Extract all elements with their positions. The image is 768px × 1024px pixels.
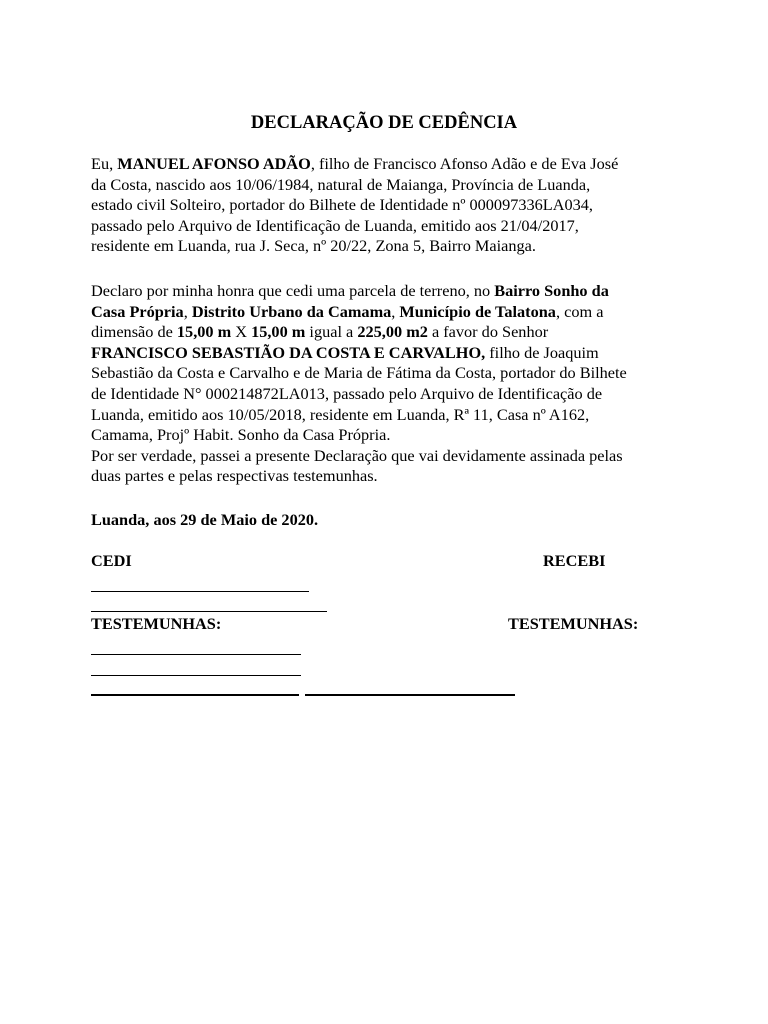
witness-signature-line-1 xyxy=(91,654,301,655)
beneficiary-name: FRANCISCO SEBASTIÃO DA COSTA E CARVALHO, xyxy=(91,342,486,362)
text-fragment: dimensão de xyxy=(91,322,177,342)
witness-signature-line-2 xyxy=(91,675,301,676)
text-fragment: , filho de Francisco Afonso Adão e de Eva José xyxy=(310,154,619,173)
declaration-line-1 xyxy=(91,281,681,302)
declarant-paragraph xyxy=(91,154,681,257)
area-bold: 225,00 m2 xyxy=(357,322,428,342)
district-bold: Distrito Urbano da Camama xyxy=(191,301,392,321)
signature-line-recebi xyxy=(91,611,327,612)
text-fragment: X xyxy=(231,322,252,342)
declaration-line-8: Camama, Projº Habit. Sonho da Casa Própria. xyxy=(91,425,391,445)
declaration-line-6: de Identidade N° 000214872LA013, passado pelo Arquivo de Identificação de xyxy=(91,383,603,403)
recebi-label: RECEBI xyxy=(543,551,606,570)
witness-signature-line-4 xyxy=(305,694,515,696)
declaration-line-3 xyxy=(91,322,681,343)
declaration-line-4 xyxy=(91,343,681,364)
witnesses-right-label: TESTEMUNHAS: xyxy=(508,614,639,633)
declaration-paragraph xyxy=(91,281,681,487)
dimension-bold: 15,00 m xyxy=(176,322,232,342)
declaration-line-7: Luanda, emitido aos 10/05/2018, residente em Luanda, Rª 11, Casa nº A162, xyxy=(91,404,590,424)
text-fragment: filho de Joaquim xyxy=(485,342,599,362)
location-bold: Bairro Sonho da xyxy=(494,281,609,300)
date-line: Luanda, aos 29 de Maio de 2020. xyxy=(91,510,319,529)
declarant-line-2: da Costa, nascido aos 10/06/1984, natural de Maianga, Província de Luanda, xyxy=(91,174,591,194)
declarant-line-4: passado pelo Arquivo de Identificação de Luanda, emitido aos 21/04/2017, xyxy=(91,215,579,235)
text-fragment: , xyxy=(183,301,192,321)
municipality-bold: Município de Talatona xyxy=(399,301,556,321)
declarant-line-3: estado civil Solteiro, portador do Bilhete de Identidade nº 000097336LA034, xyxy=(91,195,593,215)
dimension-bold: 15,00 m xyxy=(251,322,306,342)
witnesses-left-label: TESTEMUNHAS: xyxy=(91,614,222,633)
signature-line-cedi xyxy=(91,591,309,592)
cedi-label: CEDI xyxy=(91,551,132,570)
text-fragment: , xyxy=(391,301,400,321)
declarant-line-1 xyxy=(91,154,681,175)
text-fragment: igual a xyxy=(305,322,358,342)
declaration-line-2 xyxy=(91,302,681,323)
declaration-line-9: Por ser verdade, passei a presente Declaração que vai devidamente assinada pelas xyxy=(91,445,623,465)
location-bold: Casa Própria xyxy=(91,301,184,321)
text-fragment: , com a xyxy=(555,301,604,321)
text-fragment: a favor do Senhor xyxy=(427,322,549,342)
declarant-line-5: residente em Luanda, rua J. Seca, nº 20/22, Zona 5, Bairro Maianga. xyxy=(91,236,536,256)
witness-signature-line-3 xyxy=(91,694,299,696)
declarant-name: MANUEL AFONSO ADÃO xyxy=(117,154,311,173)
declaration-line-5: Sebastião da Costa e Carvalho e de Maria de Fátima da Costa, portador do Bilhete xyxy=(91,363,627,383)
text-fragment: Declaro por minha honra que cedi uma parcela de terreno, no xyxy=(91,281,495,300)
text-fragment: Eu, xyxy=(91,154,118,173)
document-title: DECLARAÇÃO DE CEDÊNCIA xyxy=(250,113,518,133)
declaration-line-10: duas partes e pelas respectivas testemunhas. xyxy=(91,466,378,486)
